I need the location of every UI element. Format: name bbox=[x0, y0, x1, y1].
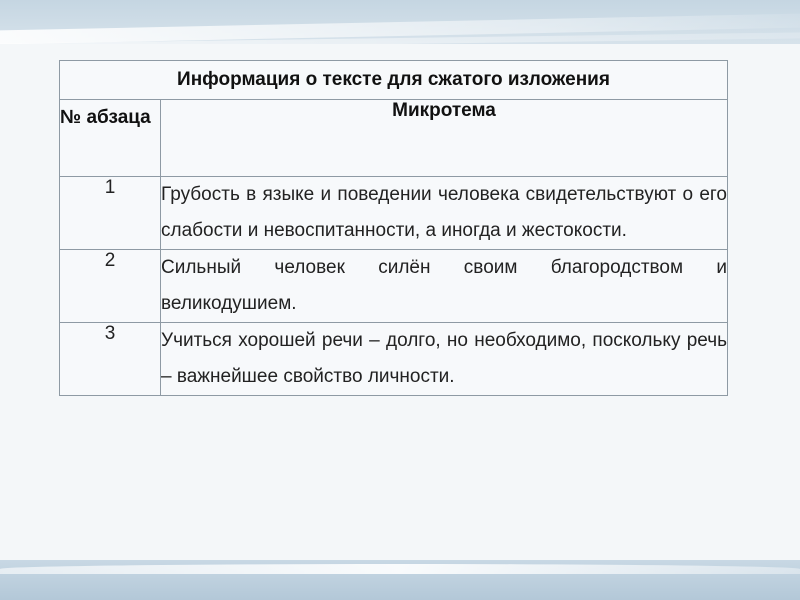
table-header-row bbox=[60, 100, 728, 177]
microtopic-text: Грубость в языке и поведении человека свидетельствуют о его слабости и невоспитанности, а иногда и жестокости. bbox=[161, 177, 728, 250]
paragraph-number-header: № абзаца bbox=[60, 100, 161, 177]
microtopic-text: Учиться хорошей речи – долго, но необходимо, поскольку речь – важнейшее свойство личности. bbox=[161, 323, 728, 396]
paragraph-number: 2 bbox=[60, 250, 161, 323]
decorative-wave bbox=[0, 564, 800, 574]
table-row bbox=[60, 177, 728, 250]
microtopic-text: Сильный человек силён своим благородством и великодушием. bbox=[161, 250, 728, 323]
table-title: Информация о тексте для сжатого изложения bbox=[60, 61, 728, 100]
table-title-row bbox=[60, 61, 728, 100]
table-row bbox=[60, 250, 728, 323]
paragraph-number: 1 bbox=[60, 177, 161, 250]
summary-info-table bbox=[59, 60, 728, 396]
table-row bbox=[60, 323, 728, 396]
slide-bottom-decoration bbox=[0, 560, 800, 600]
paragraph-number: 3 bbox=[60, 323, 161, 396]
microtopic-header: Микротема bbox=[161, 100, 728, 177]
slide-top-decoration bbox=[0, 0, 800, 50]
